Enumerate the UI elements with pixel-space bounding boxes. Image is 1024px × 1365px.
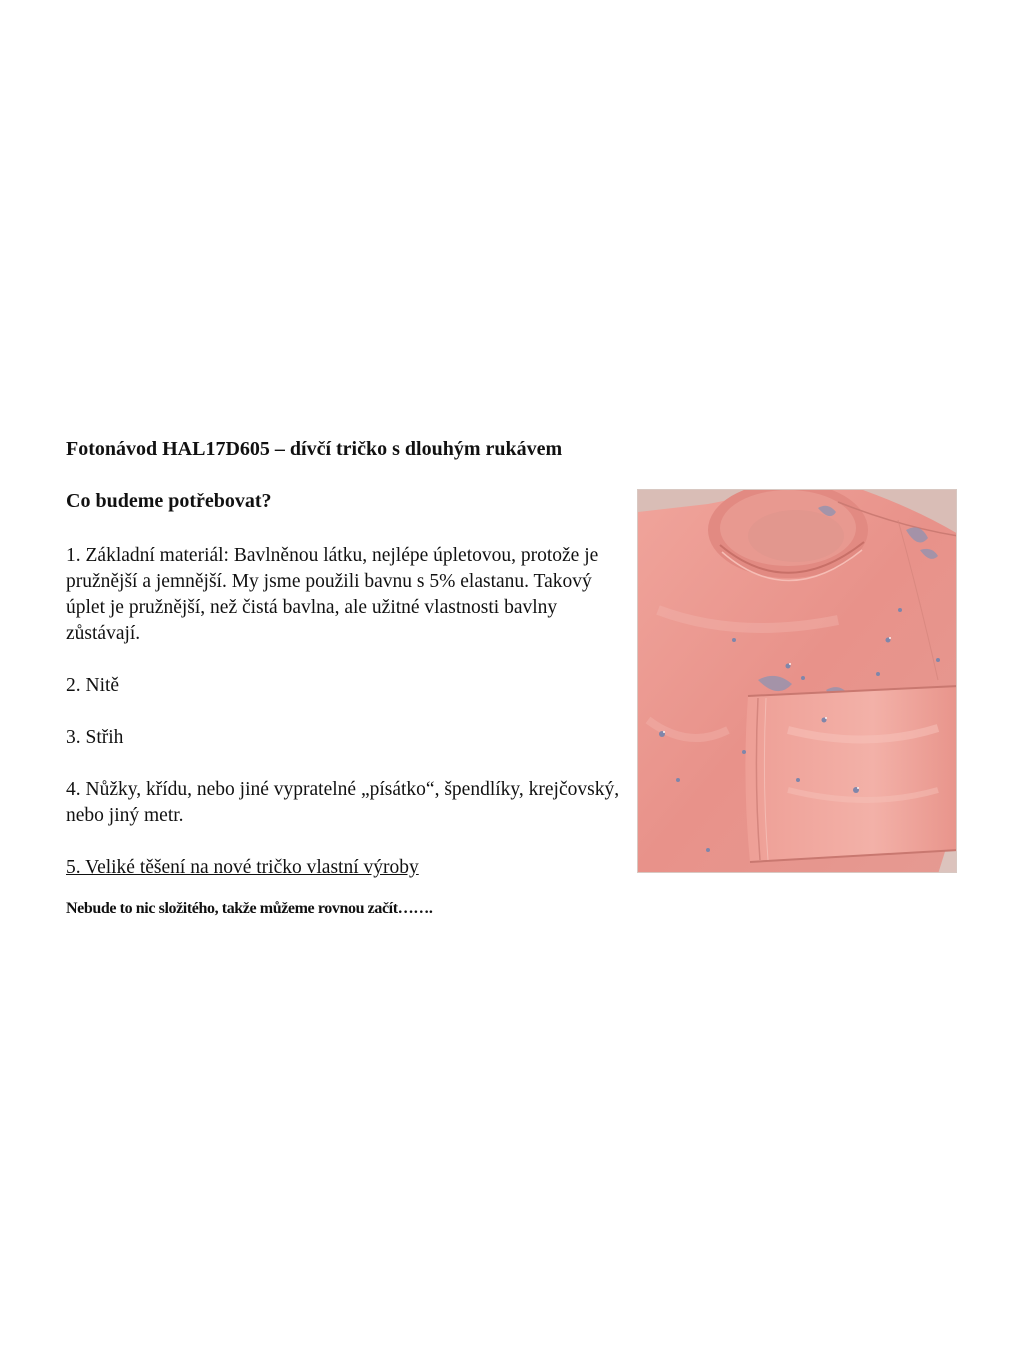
list-item: 2. Nitě — [66, 675, 120, 696]
materials-list — [66, 543, 628, 881]
list-item: 3. Střih — [66, 727, 124, 748]
document-title: Fotonávod HAL17D605 – dívčí tričko s dlouhým rukávem — [66, 438, 563, 460]
pink-long-sleeve-shirt-photo — [637, 489, 957, 873]
list-item: 1. Základní materiál: Bavlněnou látku, nejlépe úpletovou, protože je pružnější a jemnější. My jsme použili bavnu s 5% elastanu. Takový úplet je pružnější, než čistá bavlna, ale užitné vlastnosti bavlny zůstávají. — [66, 545, 599, 644]
closing-note: Nebude to nic složitého, takže můžeme rovnou začít……. — [66, 900, 433, 917]
list-item: 4. Nůžky, křídu, nebo jiné vypratelné „písátko“, špendlíky, krejčovský, nebo jiný metr. — [66, 779, 620, 826]
section-heading: Co budeme potřebovat? — [66, 490, 272, 512]
list-item: 5. Veliké těšení na nové tričko vlastní výroby — [66, 857, 419, 878]
